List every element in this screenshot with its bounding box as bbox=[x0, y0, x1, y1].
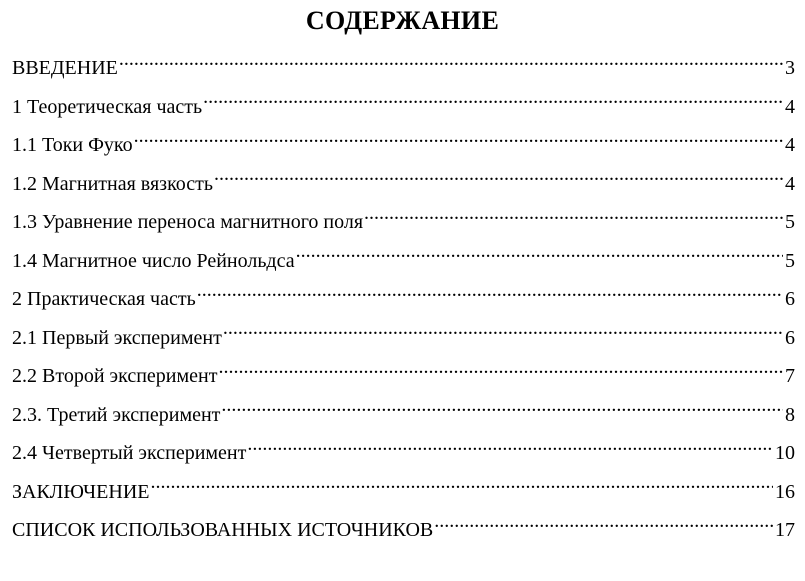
toc-dot-leader bbox=[197, 285, 783, 305]
toc-entry-label: 2.4 Четвертый эксперимент bbox=[12, 442, 247, 464]
toc-entry-label: 1.2 Магнитная вязкость bbox=[12, 172, 214, 195]
toc-entry-label: 2 Практическая часть bbox=[12, 288, 196, 310]
toc-entry-label: 1.3 Уравнение переноса магнитного поля bbox=[12, 211, 364, 233]
toc-dot-leader bbox=[119, 54, 783, 74]
toc-entry-page: 16 bbox=[775, 480, 795, 503]
toc-entry-page: 10 bbox=[775, 442, 795, 464]
toc-entry bbox=[12, 396, 795, 435]
toc-entry bbox=[12, 203, 795, 242]
toc-title: СОДЕРЖАНИЕ bbox=[305, 6, 500, 35]
toc-entry bbox=[12, 511, 795, 550]
toc-entry bbox=[12, 280, 795, 319]
toc-list bbox=[12, 49, 795, 550]
toc-entry-page: 4 bbox=[785, 134, 795, 156]
toc-entry-page: 4 bbox=[785, 172, 795, 195]
toc-entry-page: 4 bbox=[785, 95, 795, 118]
toc-dot-leader bbox=[296, 247, 783, 267]
toc-entry-label: 2.3. Третий эксперимент bbox=[12, 403, 221, 426]
toc-entry bbox=[12, 434, 795, 473]
toc-entry-page: 5 bbox=[785, 249, 795, 272]
toc-dot-leader bbox=[364, 208, 783, 228]
toc-entry bbox=[12, 126, 795, 165]
toc-entry-label: 2.2 Второй эксперимент bbox=[12, 365, 218, 387]
toc-dot-leader bbox=[150, 478, 773, 498]
toc-entry bbox=[12, 165, 795, 204]
toc-entry-label: 1.4 Магнитное число Рейнольдса bbox=[12, 249, 295, 272]
toc-entry-label: ВВЕДЕНИЕ bbox=[12, 57, 118, 79]
toc-dot-leader bbox=[223, 324, 783, 344]
toc-entry-page: 3 bbox=[785, 57, 795, 79]
toc-entry-page: 8 bbox=[785, 403, 795, 426]
toc-entry-label: СПИСОК ИСПОЛЬЗОВАННЫХ ИСТОЧНИКОВ bbox=[12, 519, 434, 541]
toc-dot-leader bbox=[221, 401, 783, 421]
toc-entry-label: 2.1 Первый эксперимент bbox=[12, 326, 222, 349]
toc-entry bbox=[12, 88, 795, 127]
toc-entry-page: 5 bbox=[785, 211, 795, 233]
toc-entry-label: 1.1 Токи Фуко bbox=[12, 134, 133, 156]
toc-entry-page: 6 bbox=[785, 326, 795, 349]
toc-entry-page: 6 bbox=[785, 288, 795, 310]
toc-dot-leader bbox=[214, 170, 783, 190]
toc-entry-page: 7 bbox=[785, 365, 795, 387]
toc-entry bbox=[12, 242, 795, 281]
toc-dot-leader bbox=[247, 439, 773, 459]
toc-dot-leader bbox=[203, 93, 783, 113]
toc-dot-leader bbox=[134, 131, 783, 151]
toc-entry bbox=[12, 49, 795, 88]
toc-entry-label: ЗАКЛЮЧЕНИЕ bbox=[12, 480, 150, 503]
toc-entry bbox=[12, 319, 795, 358]
toc-dot-leader bbox=[434, 516, 773, 536]
toc-dot-leader bbox=[218, 362, 783, 382]
toc-entry-page: 17 bbox=[775, 519, 795, 541]
toc-entry bbox=[12, 357, 795, 396]
toc-entry-label: 1 Теоретическая часть bbox=[12, 95, 203, 118]
toc-entry bbox=[12, 473, 795, 512]
